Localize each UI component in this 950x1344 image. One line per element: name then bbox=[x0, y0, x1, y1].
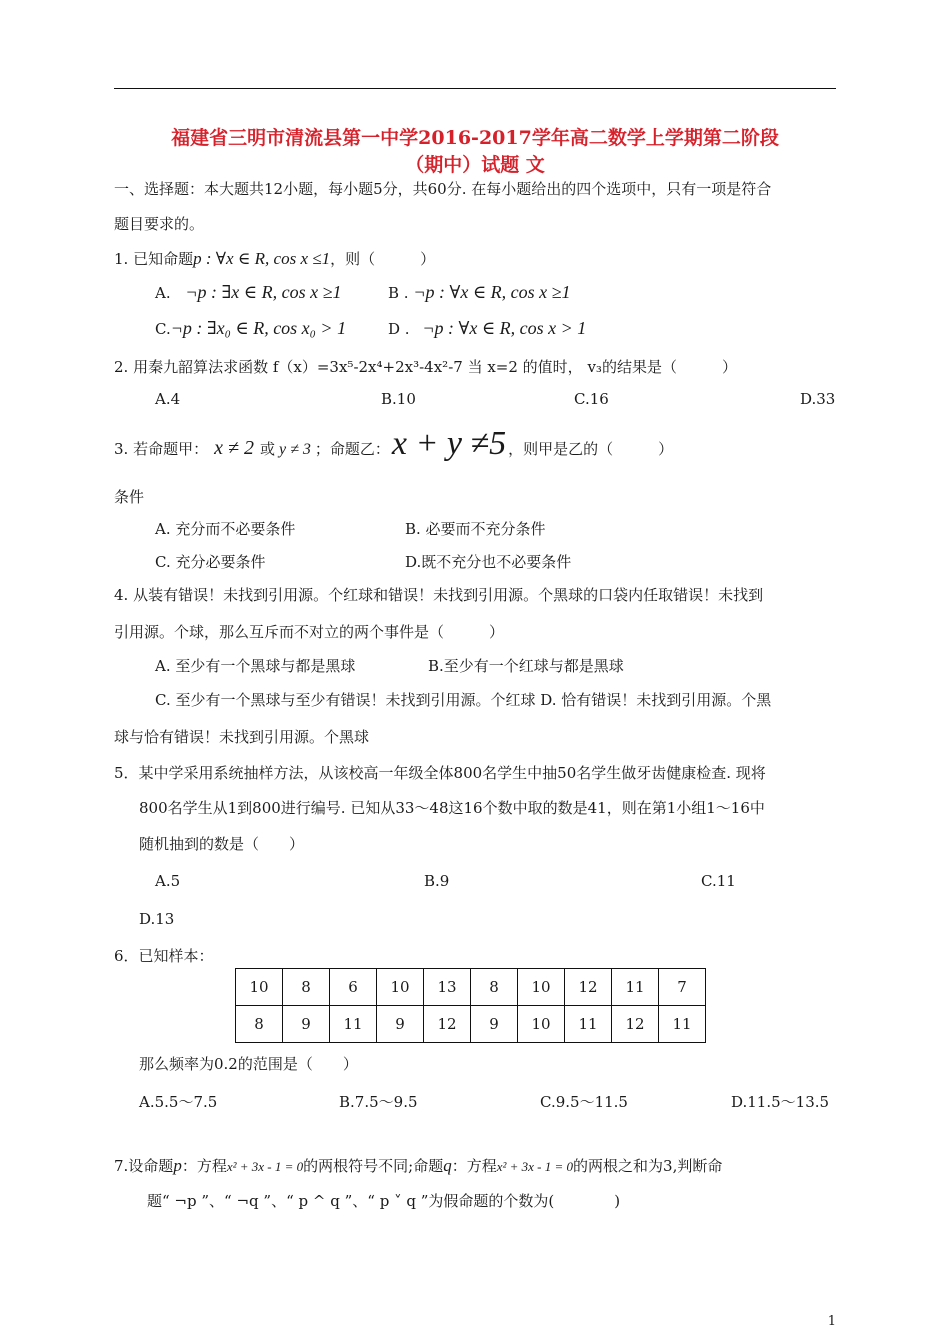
q3-math-3: x + y ≠5 bbox=[391, 425, 507, 462]
q1-d-math: ¬p : ∀x ∈ R, cos x > 1 bbox=[422, 318, 587, 338]
q3-math-1: x ≠ 2 bbox=[214, 437, 254, 459]
q1-a-label: A. bbox=[155, 284, 171, 302]
question-6-stem: 6．已知样本： bbox=[114, 947, 214, 965]
table-cell: 9 bbox=[377, 1006, 424, 1043]
table-cell: 11 bbox=[659, 1006, 706, 1043]
table-cell: 12 bbox=[565, 969, 612, 1006]
q6-option-c: C.9.5～11.5 bbox=[540, 1093, 628, 1111]
q7-p-var: p bbox=[173, 1156, 182, 1175]
q4-option-b: B.至少有一个红球与都是黑球 bbox=[428, 657, 624, 675]
table-cell: 8 bbox=[236, 1006, 283, 1043]
q5-option-c: C.11 bbox=[701, 872, 736, 890]
table-row bbox=[236, 1006, 706, 1043]
q7-p3: 的两根符号不同;命题 bbox=[303, 1157, 444, 1175]
page-number: 1 bbox=[827, 1314, 836, 1329]
q1-c-math: ¬p : ∃x₀ ∈ R, cos x₀ > 1 bbox=[170, 318, 347, 338]
q7-p2: ：方程 bbox=[181, 1157, 227, 1175]
table-cell: 9 bbox=[471, 1006, 518, 1043]
question-5-line1: 5．某中学采用系统抽样方法，从该校高一年级全体800名学生中抽50名学生做牙齿健康检查. 现将 bbox=[114, 764, 766, 782]
table-cell: 10 bbox=[518, 1006, 565, 1043]
q3-line2: 条件 bbox=[114, 488, 145, 506]
table-cell: 11 bbox=[565, 1006, 612, 1043]
q6-option-d: D.11.5～13.5 bbox=[731, 1093, 830, 1111]
question-1-stem bbox=[114, 248, 435, 269]
document-title-line2: （期中）试题 文 bbox=[405, 154, 545, 176]
q7-p4: ：方程 bbox=[451, 1157, 497, 1175]
q3-pre: 3. 若命题甲： bbox=[114, 440, 209, 458]
q3-mid: ；命题乙： bbox=[314, 440, 390, 458]
q5-option-d: D.13 bbox=[139, 910, 175, 928]
document-title-line1: 福建省三明市清流县第一中学2016-2017学年高二数学上学期第二阶段 bbox=[171, 127, 779, 149]
table-cell: 6 bbox=[330, 969, 377, 1006]
q2-option-d: D.33 bbox=[800, 390, 836, 408]
q3-math-2: y ≠ 3 bbox=[278, 441, 311, 458]
question-3-stem bbox=[114, 425, 673, 469]
header-rule bbox=[114, 88, 836, 89]
question-5-line3: 随机抽到的数是（ ） bbox=[139, 835, 305, 853]
q1-a-math: ¬p : ∃x ∈ R, cos x ≥1 bbox=[185, 282, 342, 302]
q2-option-b: B.10 bbox=[381, 390, 416, 408]
q7-pre: 7.设命题 bbox=[114, 1157, 174, 1175]
q3-or: 或 bbox=[259, 440, 275, 458]
q5-option-b: B.9 bbox=[424, 872, 450, 890]
q2-option-a: A.4 bbox=[155, 390, 181, 408]
q3-post: ，则甲是乙的（ ） bbox=[508, 440, 674, 458]
table-cell: 12 bbox=[424, 1006, 471, 1043]
question-4-line1: 4. 从装有错误！未找到引用源。个红球和错误！未找到引用源。个黑球的口袋内任取错误！未找到 bbox=[114, 586, 764, 604]
sample-table bbox=[235, 968, 706, 1043]
table-cell: 8 bbox=[283, 969, 330, 1006]
q1-b-label: B . bbox=[388, 284, 409, 302]
question-7-line1 bbox=[114, 1155, 722, 1176]
q6-option-b: B.7.5～9.5 bbox=[339, 1093, 418, 1111]
q4-option-d-cont: 球与恰有错误！未找到引用源。个黑球 bbox=[114, 728, 370, 746]
table-cell: 12 bbox=[612, 1006, 659, 1043]
q6-option-a: A.5.5～7.5 bbox=[139, 1093, 218, 1111]
table-cell: 11 bbox=[612, 969, 659, 1006]
table-cell: 7 bbox=[659, 969, 706, 1006]
q4-option-a: A. 至少有一个黑球与都是黑球 bbox=[155, 657, 356, 675]
q3-option-b: B. 必要而不充分条件 bbox=[405, 520, 546, 538]
q1-stem-math: p : ∀x ∈ R, cos x ≤1 bbox=[193, 249, 331, 268]
question-5-line2: 800名学生从1到800进行编号. 已知从33～48这16个数中取的数是41，则在第1小组1～16中 bbox=[139, 799, 765, 817]
q7-p5: 的两根之和为3,判断命 bbox=[573, 1157, 723, 1175]
q7-equation-2: x² + 3x - 1 = 0 bbox=[496, 1159, 574, 1174]
table-cell: 13 bbox=[424, 969, 471, 1006]
q1-option-a bbox=[155, 282, 341, 303]
q4-option-c-d: C. 至少有一个黑球与至少有错误！未找到引用源。个红球 D. 恰有错误！未找到引用源。个黑 bbox=[155, 691, 772, 709]
table-cell: 10 bbox=[518, 969, 565, 1006]
table-cell: 8 bbox=[471, 969, 518, 1006]
q1-c-label: C. bbox=[155, 320, 171, 338]
q5-option-a: A.5 bbox=[155, 872, 181, 890]
section-instructions-line2: 题目要求的。 bbox=[114, 215, 205, 233]
section-instructions-line1: 一、选择题：本大题共12小题，每小题5分，共60分. 在每小题给出的四个选项中，只有一项是符合 bbox=[114, 180, 772, 198]
q3-option-a: A. 充分而不必要条件 bbox=[155, 520, 296, 538]
table-cell: 10 bbox=[236, 969, 283, 1006]
question-2-stem: 2. 用秦九韶算法求函数 f（x）=3x⁵-2x⁴+2x³-4x²-7 当 x=2 的值时， v₃的结果是（ ） bbox=[114, 358, 737, 376]
q3-option-d: D.既不充分也不必要条件 bbox=[405, 553, 572, 571]
q7-equation-1: x² + 3x - 1 = 0 bbox=[226, 1159, 304, 1174]
q2-option-c: C.16 bbox=[574, 390, 609, 408]
table-cell: 10 bbox=[377, 969, 424, 1006]
q7-q-var: q bbox=[443, 1156, 452, 1175]
q1-stem-pre: 1. 已知命题 bbox=[114, 250, 194, 268]
question-4-line2: 引用源。个球，那么互斥而不对立的两个事件是（ ） bbox=[114, 623, 505, 641]
q1-option-b bbox=[388, 282, 571, 303]
q3-option-c: C. 充分必要条件 bbox=[155, 553, 266, 571]
q1-stem-post: ，则（ ） bbox=[330, 250, 436, 268]
table-row bbox=[236, 969, 706, 1006]
table-cell: 9 bbox=[283, 1006, 330, 1043]
question-7-line2: 题“ ¬p ”、“ ¬q ”、“ p ^ q ”、“ p ˅ q ”为假命题的个数为( ) bbox=[147, 1192, 621, 1210]
q1-option-c bbox=[155, 318, 346, 339]
q1-option-d bbox=[388, 318, 586, 339]
question-6-after: 那么频率为0.2的范围是（ ） bbox=[139, 1055, 358, 1073]
table-cell: 11 bbox=[330, 1006, 377, 1043]
q1-b-math: ¬p : ∀x ∈ R, cos x ≥1 bbox=[413, 282, 571, 302]
q1-d-label: D . bbox=[388, 320, 410, 338]
